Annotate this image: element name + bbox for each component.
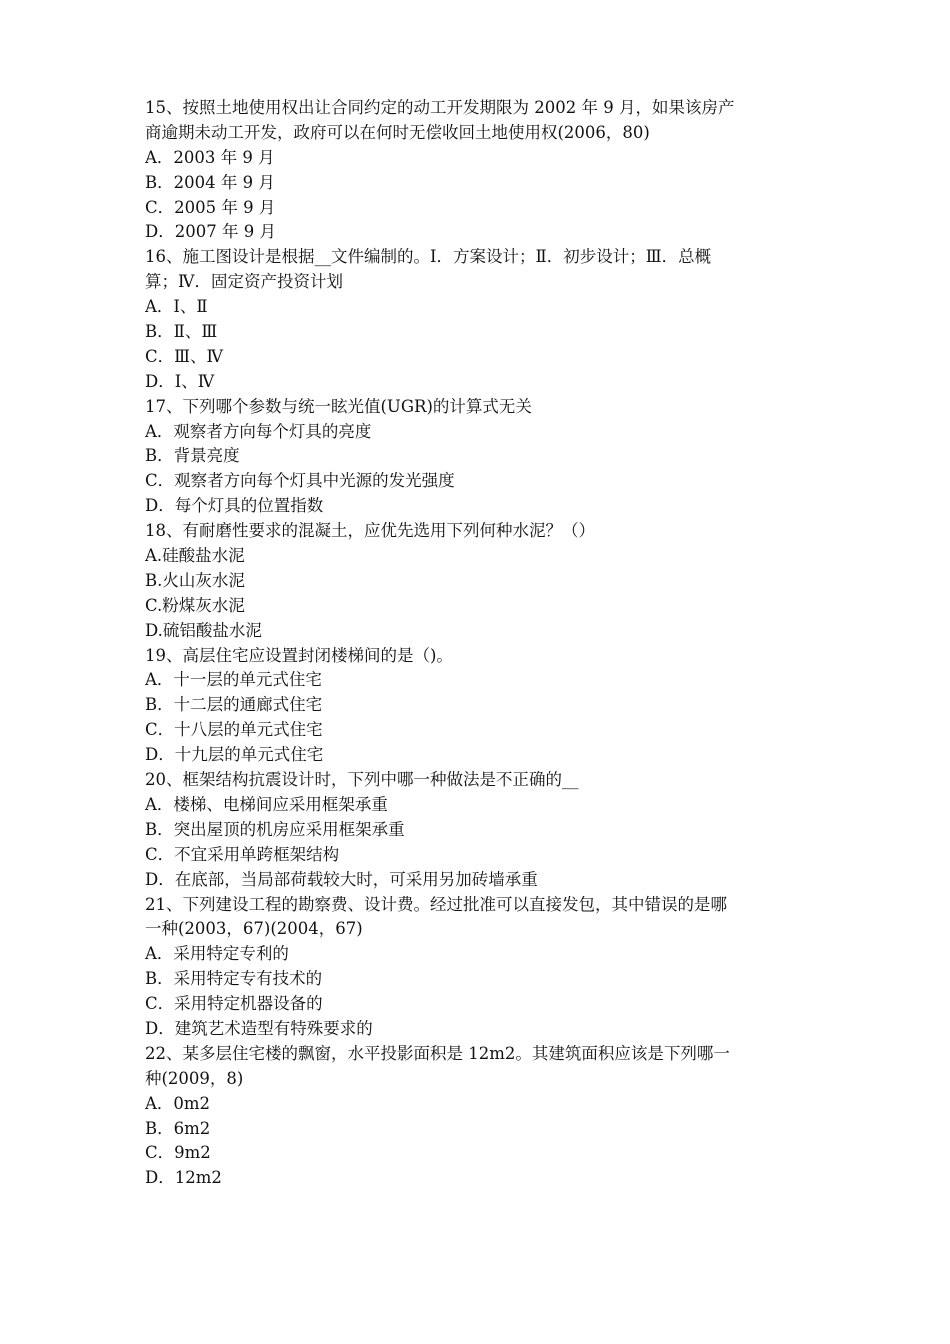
text-line: 21、下列建设工程的勘察费、设计费。经过批准可以直接发包，其中错误的是哪	[145, 894, 727, 914]
text-line: B．采用特定专有技术的	[145, 969, 323, 989]
text-line: B．背景亮度	[145, 446, 240, 466]
text-line: A．2003 年 9 月	[145, 147, 275, 167]
text-line: 19、高层住宅应设置封闭楼梯间的是（)。	[145, 645, 453, 665]
text-line: B．2004 年 9 月	[145, 172, 275, 192]
text-line: D．2007 年 9 月	[145, 222, 276, 242]
text-line: D．十九层的单元式住宅	[145, 745, 324, 765]
text-line: C.粉煤灰水泥	[145, 595, 245, 615]
text-line: C．不宜采用单跨框架结构	[145, 844, 340, 864]
text-line: C．十八层的单元式住宅	[145, 720, 323, 740]
text-line: 算；Ⅳ．固定资产投资计划	[145, 272, 343, 292]
text-line: B.火山灰水泥	[145, 570, 245, 590]
text-line: A．0m2	[145, 1093, 211, 1113]
question-list	[145, 96, 817, 1191]
text-line: D．Ⅰ、Ⅳ	[145, 371, 215, 391]
text-line: 15、按照土地使用权出让合同约定的动工开发期限为 2002 年 9 月，如果该房产	[145, 98, 735, 117]
text-line: B．6m2	[145, 1118, 211, 1138]
text-line: D．在底部，当局部荷载较大时，可采用另加砖墙承重	[145, 869, 538, 889]
text-line: A．观察者方向每个灯具的亮度	[145, 421, 372, 441]
text-line: D．每个灯具的位置指数	[145, 496, 324, 516]
text-line: A.硅酸盐水泥	[145, 546, 245, 566]
text-line: C．2005 年 9 月	[145, 197, 276, 217]
text-line: A．十一层的单元式住宅	[145, 670, 322, 690]
text-line: C．观察者方向每个灯具中光源的发光强度	[145, 471, 455, 491]
text-line: C．采用特定机器设备的	[145, 994, 323, 1014]
text-line: A．Ⅰ、Ⅱ	[145, 297, 208, 317]
text-line: B．Ⅱ、Ⅲ	[145, 322, 218, 342]
text-line: B．十二层的通廊式住宅	[145, 695, 323, 715]
text-line: D．建筑艺术造型有特殊要求的	[145, 1018, 373, 1038]
text-line: D．12m2	[145, 1168, 222, 1188]
text-line: B．突出屋顶的机房应采用框架承重	[145, 819, 405, 839]
text-line: 17、下列哪个参数与统一眩光值(UGR)的计算式无关	[145, 396, 532, 416]
text-line: D.硫铝酸盐水泥	[145, 620, 262, 640]
text-line: A．采用特定专利的	[145, 944, 289, 964]
text-line: 种(2009，8)	[145, 1068, 244, 1088]
text-line: C．Ⅲ、Ⅳ	[145, 346, 224, 366]
text-line: A．楼梯、电梯间应采用框架承重	[145, 794, 388, 814]
text-line: 一种(2003，67)(2004，67)	[145, 919, 363, 939]
text-line: C．9m2	[145, 1143, 211, 1163]
text-line: 18、有耐磨性要求的混凝土，应优先选用下列何种水泥？（）	[145, 521, 595, 541]
text-line: 商逾期未动工开发，政府可以在何时无偿收回土地使用权(2006，80)	[145, 122, 650, 142]
text-line: 16、施工图设计是根据__文件编制的。Ⅰ．方案设计；Ⅱ．初步设计；Ⅲ．总概	[145, 247, 712, 267]
text-line: 22、某多层住宅楼的飘窗，水平投影面积是 12m2。其建筑面积应该是下列哪一	[145, 1043, 730, 1063]
text-line: 20、框架结构抗震设计时，下列中哪一种做法是不正确的__	[145, 770, 579, 790]
